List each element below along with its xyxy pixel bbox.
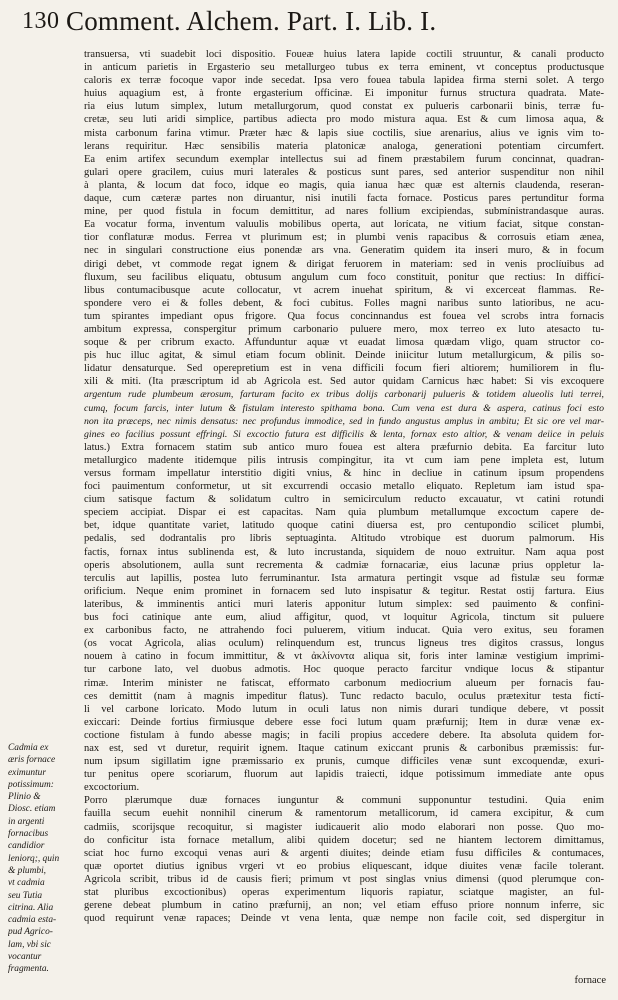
margin-note-line: candidior (8, 841, 45, 852)
margin-note-line: Cadmia ex (8, 743, 49, 753)
margin-note-line: vt cadmia (8, 878, 45, 889)
text-line: factis, fornax intus sublinenda est, & luto incrustanda, siquidem de nouo extruitur. Nam aqua post (84, 546, 604, 558)
text-line: libus contumacibusque acute collocatur, vt acrem inuehat spiritum, & vi excerceat flammas. Re- (84, 284, 604, 296)
text-line: nec in singulari constructione eius ponendæ ars vna. Generatim quidem ita inseri muro, & in focum (84, 245, 604, 257)
text-line: spondere vero ei & folles debent, & foci cubitus. Folles magni naribus sunto latioribus, ne acu- (84, 297, 604, 309)
running-title: Comment. Alchem. Part. I. Lib. I. (66, 6, 437, 36)
page-header (22, 6, 582, 42)
text-line: gerene debeat plumbum in catino præfurnij, an non; vel etiam effuso priore nonnum inferre, sic (84, 900, 604, 912)
text-line: tior conflaturæ modus. Ferrea vt plurimum est; in plumbi venis rapacibus & corrosuis etiam ænea, (84, 232, 604, 244)
margin-note-line: & plumbi, (8, 865, 47, 876)
text-line: xili & miti. (Ita præscriptum id ab Agricola est. Sed autor quidam Carnicus hæc habet: Si vis excoquere (84, 376, 604, 388)
text-line: tur penitus opere scoriarum, fluorum aut lapidis traiecti, idque potissimum immediate ante opus (84, 769, 604, 781)
page-number: 130 (22, 8, 60, 34)
text-line: operis absolutionem, aulla sunt recrementa & cadmiæ fornacariæ, eius lacunæ prius oppletur la- (84, 559, 604, 571)
text-line: argentum rude plumbeum ærosum, farturam facito ex tribus dolijs carbonarij pulueris & totidem alueolis luti terrei, (84, 389, 604, 401)
text-line: tum spirantes impediant opus frigore. Qua focus concinnandus est fouea vel scrobs intra fornacis (84, 310, 604, 322)
text-line: Porro plærumque duæ fornaces iunguntur & communi supponuntur testudini. Quia enim (84, 795, 604, 807)
text-line: mista carbonum farina vtimur. Præter hæc & lapis siue coctilis, siue arenarius, alius ve ignis vim to- (84, 127, 604, 139)
text-line: versus formam impellatur interstitio digiti vnius, & hinc in decliue in catinum ipsum propendens (84, 468, 604, 479)
text-line: à planta, & locum dat foco, idque eo magis, quia ianua hæc quæ est alternis claudenda, reseran- (84, 179, 604, 191)
text-line: pis huc illuc agitat, & simul etiam focum oblinit. Deinde iniicitur lutum metallurgicum, & pilis so- (84, 350, 604, 362)
text-line: ria eius lutum simplex, lutum metallurgorum, quod constat ex pulueris carbonarii binis, terræ fu- (84, 101, 604, 113)
text-line: quæ oportet diutius ignibus vrgeri vt eo probius eliquescant, idque diuites venæ facile tolerant. (84, 860, 604, 872)
text-line: stat pluribus excoctionibus) operas experimentum liquoris rapiatur, sciatque magister, an ful- (84, 887, 604, 898)
margin-note-line: Diosc. etiam (8, 804, 56, 815)
margin-note-line: vocantur (8, 952, 42, 963)
margin-note-line: Plinio & (8, 792, 41, 803)
text-line: pedalis, sed dodrantalis pro libris septuaginta. Altitudo vtrobique est duorum palmorum. His (84, 533, 604, 545)
text-line: lateribus, & imminentis antici muri lateris apponitur lutum simplex: sed pauimento & confini- (84, 598, 604, 610)
text-line: Ea vocatur forma, inventum valuulis mobilibus operta, aut lorícata, ne vitium faciat, sitque constan- (84, 219, 604, 231)
text-line: bet, idque quantitate variet, latitudo quoque catini diuersa est, pro centupondio scilicet plumbi, (84, 520, 604, 532)
margin-note-line: pud Agrico- (8, 927, 53, 938)
text-line: mine, per quod fistula in focum demittitur, ad nares follium excipiendas, submínistrandasque auras. (84, 206, 604, 218)
text-line: cretæ, seu luti aridi simplice, partibus adiecta pro modo mistura aqua. Est & cum limosa aqua, & (84, 114, 604, 126)
text-line: do conficitur ista fornace metallum, alibi quidem docetur; sed ne hiantem lectorem dimittamus, (84, 834, 604, 846)
text-line: ex carbonibus facto, ne attrahendo foci puluerem, vitium inducat. Quia vero exitus, seu foramen (84, 625, 604, 637)
text-line: sciat hoc furno excoqui venas auri & argenti diuites; deinde etiam fusu difficiles & contumaces, (84, 847, 604, 859)
margin-note-line: lam, vbi sic (8, 939, 51, 950)
text-line: Ea enim artifex secundum exemplar intellectus sui ad finem præstabilem furum concinnat, quadran- (84, 153, 604, 165)
text-line: in anticum parietis in Ergasterio seu metallurgeo tubus ex terra eminent, vt conceptus productusque (84, 62, 604, 74)
text-line: caloris ex terræ focoque vapor inde secedat. Ipsa vero fouea tabula lapidea firma sterni solet. A tergo (84, 75, 604, 87)
text-line: gulari opere gracilem, cuius muri laterales & posticus sunt pares, sed anterior suspenditur non nihil (84, 166, 604, 178)
text-line: metallurgico madente itidemque pilis intrusis compingitur, ita vt cum iam pene impleta est, lutum (84, 454, 604, 466)
main-text-column (84, 48, 604, 988)
text-line: cadmiis, scorijsque recoquitur, si magister iudicauerit alio modo elaborari non posse. Quo mo- (84, 821, 604, 833)
text-line: ces demittit (nam à magnis impeditur flatus). Tunc redacto baculo, oculus prætexitur testa fictí- (84, 690, 604, 702)
text-line: coctione fistulam à fundo abesse magis; in facili propius accedere debere. Ita absoluta quidem for- (84, 729, 604, 741)
margin-note-line: eximuntur (8, 767, 47, 778)
text-line: nouem à catino in focum immittitur, & vt ἀκλίνοντα aliqua sit, foris inter laminæ vestigium imprimi- (84, 651, 604, 663)
text-line: huius aquagium est, à fronte ergasterium officinæ. Ei imponitur furnus structura quadrata. Mate- (84, 88, 604, 100)
text-line: li vel carbone loricato. Modo lutum in oculi latus non nimis durari tundique debere, vt possit (84, 703, 604, 715)
text-line: bus foci catinique ante eum, aliud affigitur, quod, vt loquitur Agricola, tinctum sit puluere (84, 612, 604, 624)
text-line: cium satisque factum & solidatum cultro in semicirculum reducto excauatur, vt catini rotundi (84, 494, 604, 506)
text-line: fluxum, seu facilibus eliquatu, obtusum angulum cum foco constituit, ponitur que rectius: In difficí- (84, 271, 604, 283)
text-line: gines eo facilius possunt effringi. Si excoctio futura est difficilis & lenta, fornax esto altior, & venam deiice in peluis (84, 428, 604, 440)
margin-note-line: in argenti (8, 816, 45, 827)
margin-note (8, 742, 78, 976)
text-line: terculis aut lapillis, postea luto ferruminantur. Ista armatura pertingit vsque ad fistulæ seu formæ (84, 572, 604, 584)
text-line: exiccari: Deinde fortius firmiusque debere esse foci lutum quam præfurnij; Item in duræ venæ ex- (84, 716, 604, 728)
text-line: (os vocat Agricola, alias oculum) relinquendum est, truncus ligneus tres digitos crassus, longus (84, 638, 604, 650)
text-line: daque, cum cæteræ partes non diruantur, nisi inutili facta fornace. Posticus pares pertunditur forma (84, 193, 604, 205)
text-line: fauilla secum euehit nonnihil cinerum & ramentorum metallicorum, id camera excipitur, & cum (84, 808, 604, 820)
text-line: lerans requiritur. Hæc sensibilis materia platonicæ analoga, generationi potentiam circumfert. (84, 140, 604, 152)
text-line: cumq, focum farcis, inter lutum & fistulam interesto spithama bona. Cum vena est dura & aspera, catinus foci esto (84, 402, 604, 414)
text-line: dirigi debet, vt commode regat ignem & dirigat feruorem in materiam: sed in venis proclíuibus ad (84, 258, 604, 270)
text-line: ambitum expressa, conspergitur primum carbonario puluere mero, mox terreo ex luto atesacto tu- (84, 323, 604, 335)
text-line: lidatur densaturque. Sed operepretium est in vena difficili focum fieri altiorem; humiliorem in flu- (84, 363, 604, 375)
margin-note-line: potissimum: (8, 779, 54, 790)
text-line: tur carbone lato, vel duobus admotis. Hoc quoque peracto farcitur vndique locus & stipantur (84, 664, 604, 676)
text-line: speciem accipiat. Dispar ei est capacitas. Nam quia plumbum metallumque excoctum capere de- (84, 507, 604, 519)
text-line: num ipsum sigillatim igne præmissario ex prunis, cumque difficiles venæ sunt excoquendæ, exuri- (84, 756, 604, 768)
text-line: orificium. Neque enim prominet in fornacem sed luto inspisatur & tegitur. Restat ostij fartura. Eius (84, 585, 604, 597)
text-line: soque & per cribrum exacto. Affunduntur aquæ vt euadat limosa quædam vligo, quam structor co- (84, 337, 604, 349)
text-line: foci pauimentum conformetur, ut sit excurrendi occasio metallo eliquato. Repletum iam istud spa- (84, 481, 604, 493)
text-line: nax est, sed vt duretur, requirit ignem. Itaque catinum exiccant prunis & carbonibus præmissis: fur- (84, 742, 604, 754)
catchword: fornace (574, 975, 606, 986)
margin-note-line: leniorq;, quin (8, 853, 60, 864)
margin-note-line: fragmenta. (8, 964, 49, 975)
text-line: Agricola scribit, tribus id de causis fieri; primum vt post singlas vnius dimensi (quod plerumque con- (84, 873, 604, 885)
text-line: excoctorium. (84, 782, 140, 794)
margin-note-line: citrina. Alia (8, 902, 54, 913)
margin-note-line: seu Tutia (8, 890, 43, 901)
text-line: transuersa, vti suadebit loci dispositio. Foueæ huius latera lapide coctili struuntur, & canali producto (84, 49, 604, 60)
margin-note-line: fornacibus (8, 829, 49, 840)
margin-note-line: cadmia esta- (8, 915, 57, 926)
margin-note-line: æris fornace (8, 755, 56, 766)
text-line: latus.) Extra fornacem statim sub antico muro fouea est altera præfurnio debita. Ea farcitur luto (84, 441, 604, 453)
text-line: quod requirunt venæ rapaces; Deinde vt vena lenta, quæ nempe non facile coit, sed dispergitur in (84, 913, 604, 925)
text-line: non ita præceps, nec nimis densatus: nec profundus immodice, sed in fundo angustus amplus in ambitu; Et sic ore vel mar- (84, 415, 604, 427)
text-line: rimæ. Interim minister ne fatiscat, efformato carbonum mediocrium alueum per fornacis fau- (84, 677, 604, 689)
